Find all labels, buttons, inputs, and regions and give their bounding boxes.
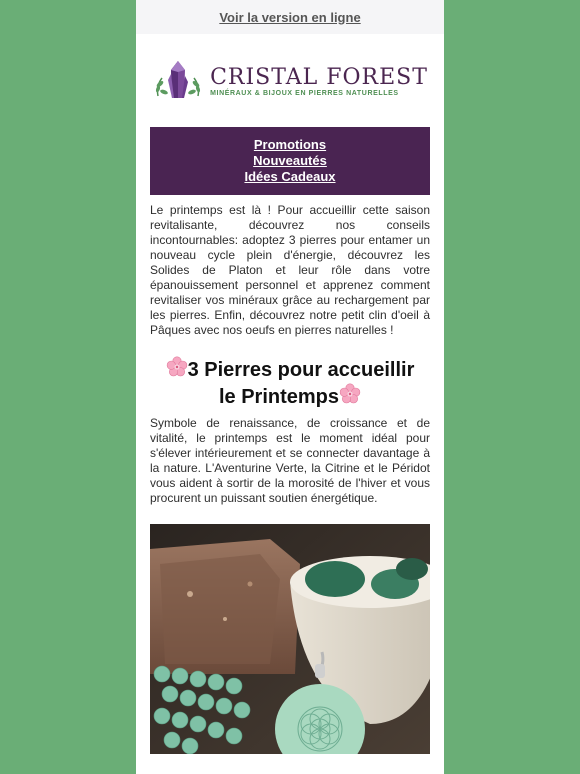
brand-logo[interactable] (136, 34, 444, 124)
cherry-blossom-icon (339, 383, 361, 410)
nav-link-promotions[interactable]: Promotions (253, 137, 327, 152)
brand-subtitle: MINÉRAUX & BIJOUX EN PIERRES NATURELLES (210, 89, 399, 97)
section-title (150, 356, 430, 410)
crystal-leaves-icon (152, 58, 204, 104)
brand-title: CRISTAL FOREST (210, 64, 428, 90)
cherry-blossom-icon (166, 356, 188, 383)
section-title-line1: 3 Pierres pour accueillir (187, 359, 415, 381)
view-online-link[interactable]: Voir la version en ligne (219, 9, 361, 25)
email-body (136, 0, 444, 774)
section-paragraph: Symbole de renaissance, de croissance et de vitalité, le printemps est le moment idéal pour s'élever intérieurement et se connecter davantage à la nature. L'Aventurine Verte, la Citrine et le Péridot vous aident à sortir de la morosité de l'hiver et vous procurent un puissant soutien énergétique. (150, 416, 430, 505)
intro-paragraph: Le printemps est là ! Pour accueillir cette saison revitalisante, découvrez nos conseils incontournables: adoptez 3 pierres pour entamer un nouveau cycle plein d'énergie, découvrez les Solides de Platon et leur rôle dans votre épanouissement personnel et apprenez comment revitaliser vos minéraux grâce au rechargement par les pierres. Enfin, découvrez notre petit clin d'oeil à Pâques avec nos oeufs en pierres naturelles ! (150, 203, 430, 337)
view-online-bar (136, 0, 444, 34)
nav-menu (150, 127, 430, 195)
section-title-line2: le Printemps (218, 386, 340, 408)
stones-photo[interactable] (150, 524, 430, 754)
nav-link-idees-cadeaux[interactable]: Idées Cadeaux (244, 169, 336, 184)
nav-link-nouveautes[interactable]: Nouveautés (253, 153, 327, 168)
